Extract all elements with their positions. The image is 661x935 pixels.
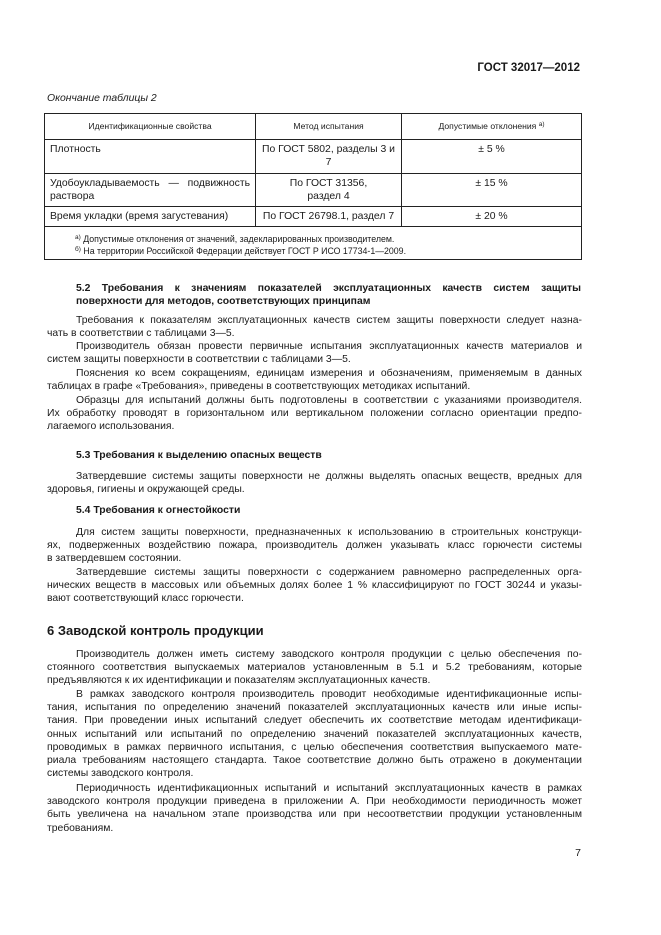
header-cell: Идентификационные свойства (45, 114, 256, 140)
deviation-cell: ± 5 % (402, 140, 582, 173)
paragraph: Производитель должен иметь систему заводского контроля продукции с целью обеспечения по- стоянного соответствия выпускаемых материалов установленным в 5.1 и 5.2 требованиям, которые предъявляются к их идентификации и показателям эксплуатационных качеств. (47, 649, 582, 687)
paragraph: Пояснения ко всем сокращениям, единицам измерения и обозначениям, применяемым в данных таблицах в графе «Требования», приведены в соответствующих методиках испытаний. (47, 368, 582, 393)
section-5-3-heading: 5.3 Требования к выделению опасных веществ (76, 450, 322, 461)
method-cell: По ГОСТ 5802, разделы 3 и 7 (256, 140, 402, 173)
table-footnotes-row (45, 227, 582, 260)
table-row (45, 140, 582, 173)
method-cell: По ГОСТ 31356, раздел 4 (256, 173, 402, 206)
table-header-row (45, 114, 582, 140)
document-number: ГОСТ 32017—2012 (477, 62, 580, 74)
paragraph: В рамках заводского контроля производитель проводит необходимые идентификационные испы- тания, испытания по определению значений показателей эксплуатационных качеств или иные испы- тания. При проведении иных испытаний следует обеспечить их соответствие методам идентификаци- онных испытаний или испытаний по определению значений показателей эксплуатационных качеств, проводимых в рамках первичного испытания, с целью обеспечения соответствия выпускаемого мате- риала требованиям настоящего стандарта. Такое соответствие должно быть отражено в документации системы заводского контроля. (47, 689, 582, 780)
page-number: 7 (575, 847, 581, 859)
section-6-heading: 6 Заводской контроль продукции (47, 623, 264, 638)
footnote: $^{a)}$ Допустимые отклонения от значений, задекларированных производителем. (75, 234, 395, 245)
paragraph: Периодичность идентификационных испытаний и испытаний эксплуатационных качеств в рамках заводского контроля продукции приведена в приложении А. При необходимости периодичность может быть увеличена на начальном этапе производства или при несоответствии продукции установленным требованиям. (47, 783, 582, 834)
paragraph: Образцы для испытаний должны быть подготовлены в соответствии с указаниями производителя. Их обработку проводят в горизонтальном или вертикальном положении согласно ориентации предпо- лагаемого использования. (47, 395, 582, 433)
property-cell: Время укладки (время загустевания) (45, 207, 256, 227)
footnote: $^{б)}$ На территории Российской Федерации действует ГОСТ Р ИСО 17734-1—2009. (75, 246, 407, 257)
method-cell: По ГОСТ 26798.1, раздел 7 (256, 207, 402, 227)
paragraph: Затвердевшие системы защиты поверхности не должны выделять опасных веществ, вредных для здоровья, гигиены и окружающей среды. (47, 471, 582, 496)
properties-table (44, 113, 582, 260)
header-cell: Метод испытания (256, 114, 402, 140)
paragraph: Для систем защиты поверхности, предназначенных к использованию в строительных конструкци- ях, подверженных воздействию пожара, производитель должен указывать класс горючести системы в затвердевшем состоянии. (47, 527, 582, 565)
property-cell: Удобоукладываемость — подвижность раствора (45, 173, 256, 206)
table-footnotes (45, 227, 582, 260)
table-row (45, 173, 582, 206)
paragraph: Производитель обязан провести первичные испытания эксплуатационных качеств материалов и систем защиты поверхности в соответствии с таблицами 3—5. (47, 341, 582, 366)
table-row (45, 207, 582, 227)
section-5-4-heading: 5.4 Требования к огнестойкости (76, 505, 241, 516)
header-cell: Допустимые отклонения $^{a)}$ (402, 114, 582, 140)
paragraph: Затвердевшие системы защиты поверхности с содержанием равномерно распределенных орга- нических веществ в массовых или объемных долях более 1 % классифицируют по ГОСТ 30244 и указы- вают соответствующий класс горючести. (47, 567, 582, 605)
table-caption: Окончание таблицы 2 (47, 93, 157, 104)
property-cell: Плотность (45, 140, 256, 173)
deviation-cell: ± 15 % (402, 173, 582, 206)
deviation-cell: ± 20 % (402, 207, 582, 227)
paragraph: Требования к показателям эксплуатационных качеств систем защиты поверхности следует назна- чать в соответствии с таблицами 3—5. (47, 315, 582, 340)
section-5-2-heading: 5.2 Требования к значениям показателей эксплуатационных качеств систем защиты поверхности для методов, соответствующих принципам (76, 283, 581, 308)
